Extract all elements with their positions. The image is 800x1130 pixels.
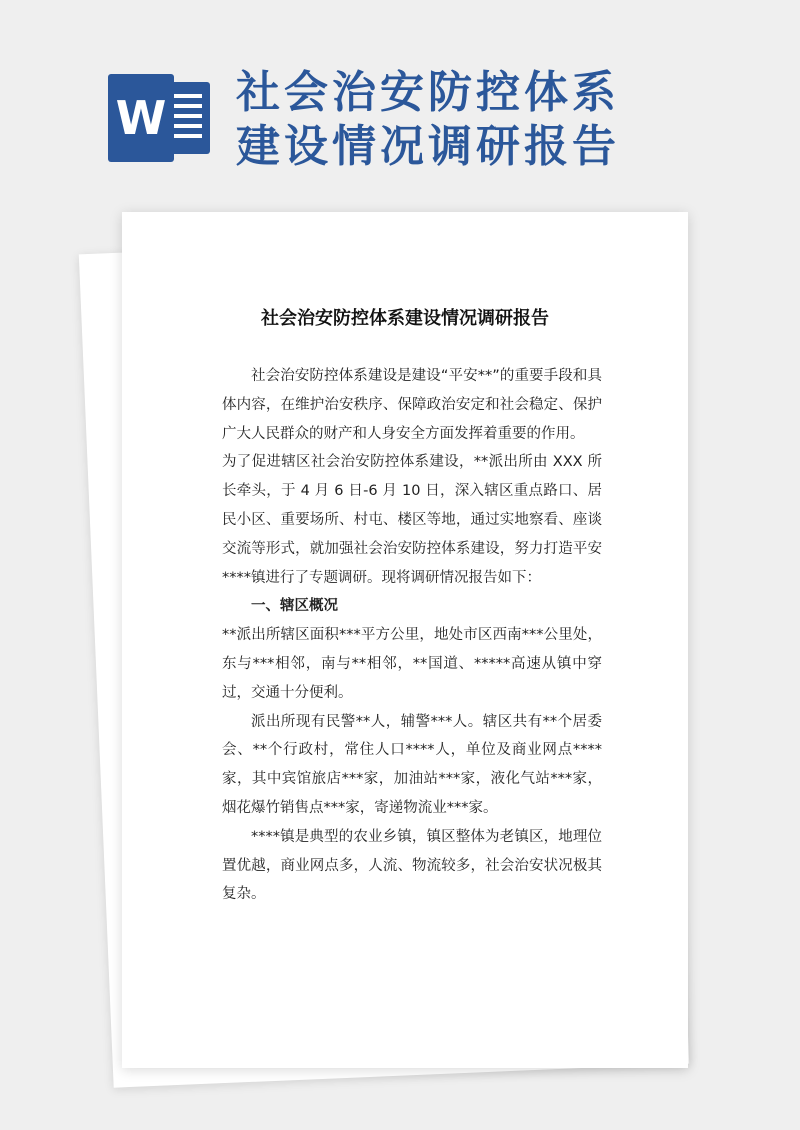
document-page: [122, 212, 688, 1068]
paragraph: 为了促进辖区社会治安防控体系建设，**派出所由 XXX 所长牵头，于 4 月 6 日-6 月 10 日，深入辖区重点路口、居民小区、重要场所、村屯、楼区等地，通过实地察看、座谈交流等形式，就加强社会治安防控体系建设，努力打造平安****镇进行了专题调研。现将调研情况报告如下：: [222, 454, 602, 586]
section-heading: 一、辖区概况: [251, 598, 338, 615]
word-icon: [108, 74, 212, 162]
paragraph: 社会治安防控体系建设是建设“平安**”的重要手段和具体内容，在维护治安秩序、保障政治安定和社会稳定、保护广大人民群众的财产和人身安全方面发挥着重要的作用。: [222, 368, 602, 442]
page-title: 社会治安防控体系 建设情况调研报告: [236, 67, 620, 172]
document-title: 社会治安防控体系建设情况调研报告: [261, 308, 549, 329]
paragraph: 派出所现有民警**人，辅警***人。辖区共有**个居委会、**个行政村，常住人口****人，单位及商业网点****家，其中宾馆旅店***家，加油站***家，液化气站***家，烟花爆竹销售点***家，寄递物流业***家。: [222, 713, 602, 816]
paragraph: **派出所辖区面积***平方公里，地处市区西南***公里处，东与***相邻，南与**相邻，**国道、*****高速从镇中穿过，交通十分便利。: [222, 627, 602, 701]
document-body: [222, 362, 602, 909]
word-logo-letter: W: [108, 74, 174, 162]
paragraph: ****镇是典型的农业乡镇，镇区整体为老镇区，地理位置优越，商业网点多，人流、物流较多，社会治安状况极其复杂。: [222, 828, 602, 903]
header: [0, 0, 800, 210]
